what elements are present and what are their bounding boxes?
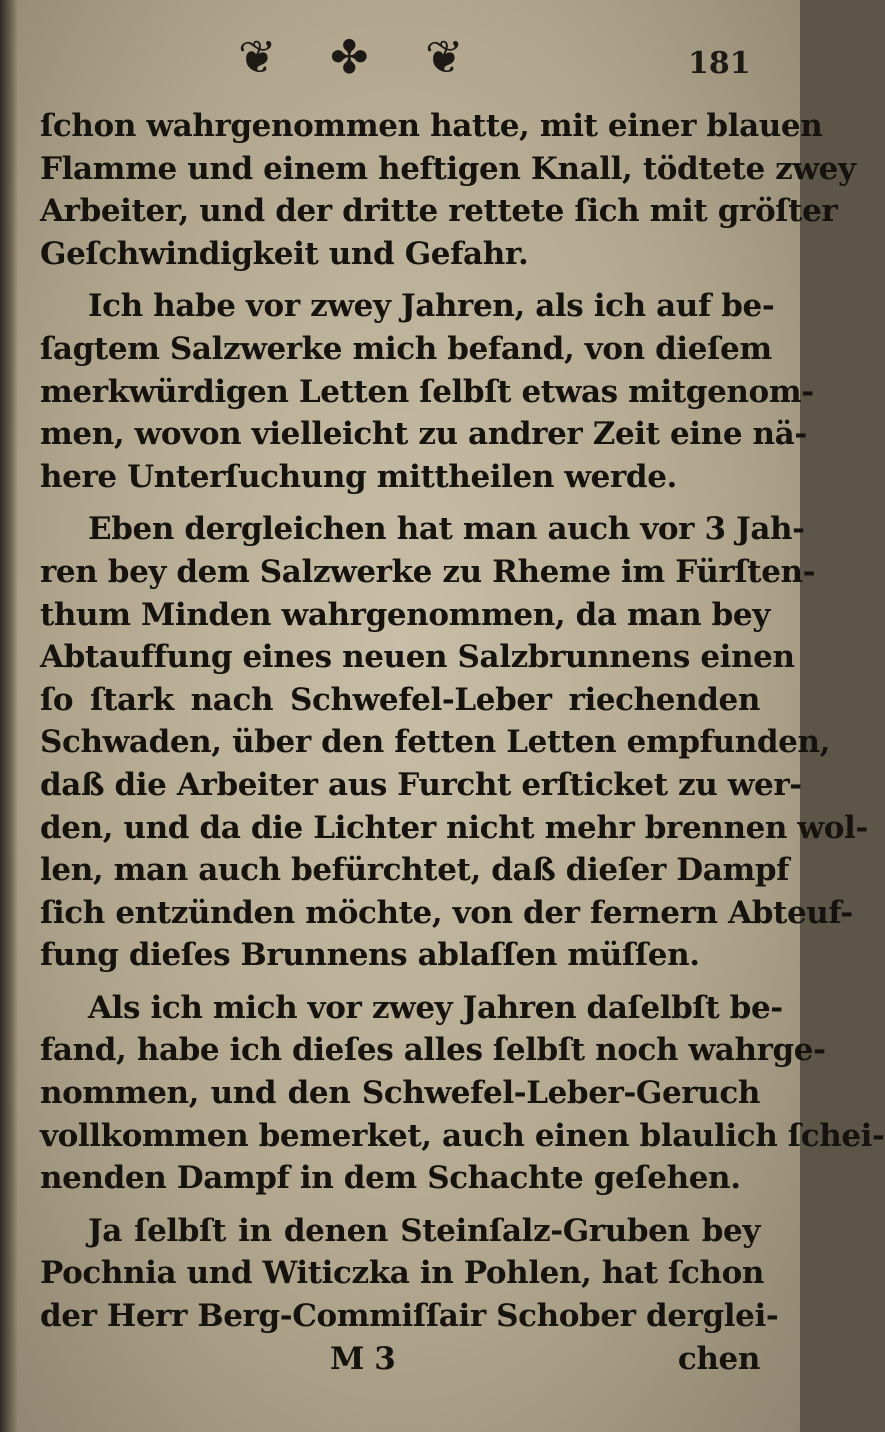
text-line: Abtauffung eines neuen Salzbrunnens einen [40, 639, 795, 676]
text-line: Flamme und einem heftigen Knall, tödtete zwey [40, 150, 856, 187]
page-header [0, 28, 800, 98]
paragraph-5 [40, 1210, 779, 1338]
text-line: nommen, und den Schwefel-Leber-Geruch [40, 1075, 760, 1112]
catchword: chen [677, 1340, 760, 1377]
text-line: here Unterſuchung mittheilen werde. [40, 458, 677, 495]
text-line: Pochnia und Witiczka in Pohlen, hat ſchon [40, 1255, 765, 1292]
text-line: daß die Arbeiter aus Furcht erſticket zu wer- [40, 766, 802, 803]
paragraph-4 [40, 987, 885, 1200]
body-text [40, 105, 885, 1380]
text-line: Geſchwindigkeit und Gefahr. [40, 235, 529, 272]
text-line: merkwürdigen Letten ſelbſt etwas mitgenom- [40, 373, 814, 410]
page-number: 181 [688, 46, 751, 81]
paragraph-2 [40, 285, 814, 498]
text-line: fung dieſes Brunnens ablaſſen müſſen. [40, 937, 700, 974]
text-line: nenden Dampf in dem Schachte geſehen. [40, 1160, 741, 1197]
text-line: Arbeiter, und der dritte rettete ſich mit gröſter [40, 193, 838, 230]
paragraph-3 [40, 508, 868, 977]
page-gutter [0, 0, 18, 1432]
text-line: fand, habe ich dieſes alles ſelbſt noch wahrge- [40, 1032, 826, 1069]
page-footer [40, 1338, 760, 1380]
text-line: Ich habe vor zwey Jahren, als ich auf be- [88, 288, 775, 325]
text-line: ſich entzünden möchte, von der fernern Abteuf- [40, 894, 853, 931]
ornament-left: ❦ [238, 30, 277, 84]
text-line: Schwaden, über den fetten Letten empfunden, [40, 724, 830, 761]
signature-mark: M 3 [330, 1340, 396, 1377]
paragraph-1 [40, 105, 856, 275]
ornament-right: ❦ [425, 30, 464, 84]
text-line: thum Minden wahrgenommen, da man bey [40, 596, 770, 633]
ornament-center: ✤ [330, 30, 369, 84]
text-line: ſchon wahrgenommen hatte, mit einer blauen [40, 108, 823, 144]
text-line: der Herr Berg-Commiſſair Schober derglei- [40, 1298, 779, 1335]
text-line: men, wovon vielleicht zu andrer Zeit eine nä- [40, 416, 807, 453]
text-line: vollkommen bemerket, auch einen blaulich ſchei- [40, 1117, 885, 1154]
text-line: len, man auch befürchtet, daß dieſer Dampf [40, 852, 790, 889]
text-line: ſagtem Salzwerke mich befand, von dieſem [40, 330, 772, 367]
text-line: Eben dergleichen hat man auch vor 3 Jah- [88, 511, 805, 548]
text-line: Ja ſelbſt in denen Steinſalz-Gruben bey [88, 1212, 760, 1249]
text-line: den, und da die Lichter nicht mehr brennen wol- [40, 809, 868, 846]
text-line: ren bey dem Salzwerke zu Rheme im Fürſten- [40, 553, 816, 590]
text-line: Als ich mich vor zwey Jahren daſelbſt be- [88, 989, 783, 1026]
text-line: ſo ſtark nach Schwefel-Leber riechenden [40, 681, 760, 718]
